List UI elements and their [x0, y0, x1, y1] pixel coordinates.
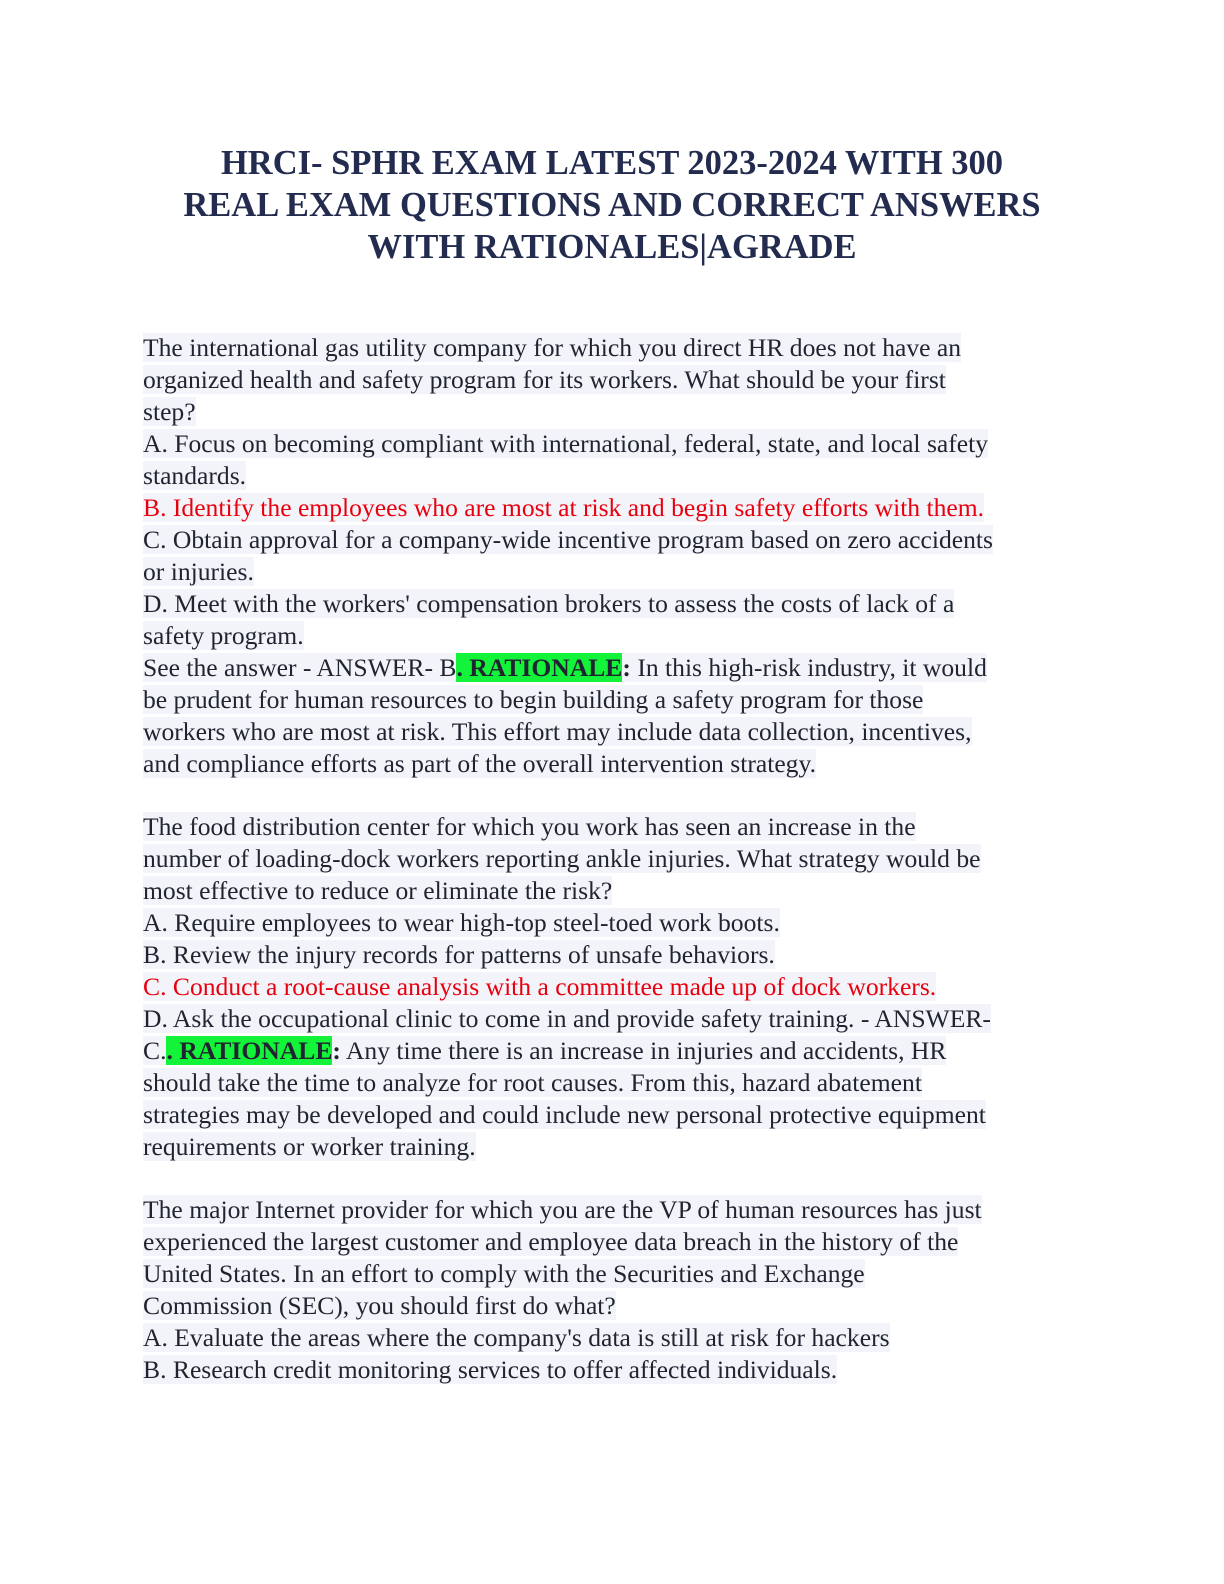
- paragraph-gap: [143, 1163, 1103, 1194]
- q2-rationale-colon: :: [332, 1036, 341, 1065]
- q3-option-b: B. Research credit monitoring services to offer affected individuals.: [143, 1355, 838, 1384]
- q1-option-c-line-1: C. Obtain approval for a company-wide incentive program based on zero accidents: [143, 525, 993, 554]
- q2-answer-line: [143, 1035, 1103, 1067]
- q1-answer-line: [143, 652, 1103, 684]
- question-1: [143, 332, 1103, 780]
- title-line-3: WITH RATIONALES|AGRADE: [367, 228, 857, 266]
- q1-answer-prefix: See the answer - ANSWER- B: [143, 653, 457, 682]
- title-line-2: REAL EXAM QUESTIONS AND CORRECT ANSWERS: [183, 186, 1041, 224]
- q1-option-d-line-1: D. Meet with the workers' compensation brokers to assess the costs of lack of a: [143, 589, 955, 618]
- q1-option-b-correct: B. Identify the employees who are most at risk and begin safety efforts with them.: [143, 493, 985, 522]
- q1-rationale-line-3: workers who are most at risk. This effort may include data collection, incentives,: [143, 717, 972, 746]
- q1-rationale-first: In this high-risk industry, it would: [630, 653, 987, 682]
- q2-stem-line-1: The food distribution center for which you work has seen an increase in the: [143, 812, 916, 841]
- q3-stem-line-3: United States. In an effort to comply with the Securities and Exchange: [143, 1259, 865, 1288]
- q2-option-a: A. Require employees to wear high-top steel-toed work boots.: [143, 908, 780, 937]
- q1-rationale-colon: :: [622, 653, 631, 682]
- q3-option-a: A. Evaluate the areas where the company's data is still at risk for hackers: [143, 1323, 890, 1352]
- question-2: [143, 811, 1103, 1163]
- q1-rationale-line-2: be prudent for human resources to begin building a safety program for those: [143, 685, 924, 714]
- q2-stem-line-3: most effective to reduce or eliminate the risk?: [143, 876, 613, 905]
- q3-stem-line-2: experienced the largest customer and employee data breach in the history of the: [143, 1227, 959, 1256]
- q1-stem-line-1: The international gas utility company for which you direct HR does not have an: [143, 333, 962, 362]
- q1-stem-line-3: step?: [143, 397, 196, 426]
- q2-rationale-label: . RATIONALE: [166, 1036, 333, 1065]
- q1-stem-line-2: organized health and safety program for its workers. What should be your first: [143, 365, 946, 394]
- q2-option-d: D. Ask the occupational clinic to come in and provide safety training. - ANSWER-: [143, 1004, 991, 1033]
- q1-rationale-label: . RATIONALE: [456, 653, 623, 682]
- question-3: [143, 1194, 1103, 1386]
- q2-answer-prefix: C.: [143, 1036, 167, 1065]
- title-line-1: HRCI- SPHR EXAM LATEST 2023-2024 WITH 300: [220, 144, 1004, 182]
- q2-stem-line-2: number of loading-dock workers reporting ankle injuries. What strategy would be: [143, 844, 981, 873]
- document-title: [100, 142, 1124, 268]
- q1-rationale-line-4: and compliance efforts as part of the overall intervention strategy.: [143, 749, 817, 778]
- q1-option-a-line-1: A. Focus on becoming compliant with international, federal, state, and local safety: [143, 429, 989, 458]
- q2-rationale-line-4: requirements or worker training.: [143, 1132, 476, 1161]
- q1-option-d-line-2: safety program.: [143, 621, 304, 650]
- q2-rationale-first: Any time there is an increase in injuries and accidents, HR: [340, 1036, 947, 1065]
- q1-option-c-line-2: or injuries.: [143, 557, 254, 586]
- q2-option-c-correct: C. Conduct a root-cause analysis with a committee made up of dock workers.: [143, 972, 937, 1001]
- q2-rationale-line-2: should take the time to analyze for root causes. From this, hazard abatement: [143, 1068, 922, 1097]
- q3-stem-line-4: Commission (SEC), you should first do what?: [143, 1291, 616, 1320]
- q2-rationale-line-3: strategies may be developed and could include new personal protective equipment: [143, 1100, 986, 1129]
- document-body: [143, 332, 1103, 1386]
- q3-stem-line-1: The major Internet provider for which you are the VP of human resources has just: [143, 1195, 982, 1224]
- q1-option-a-line-2: standards.: [143, 461, 247, 490]
- q2-option-b: B. Review the injury records for patterns of unsafe behaviors.: [143, 940, 775, 969]
- paragraph-gap: [143, 780, 1103, 811]
